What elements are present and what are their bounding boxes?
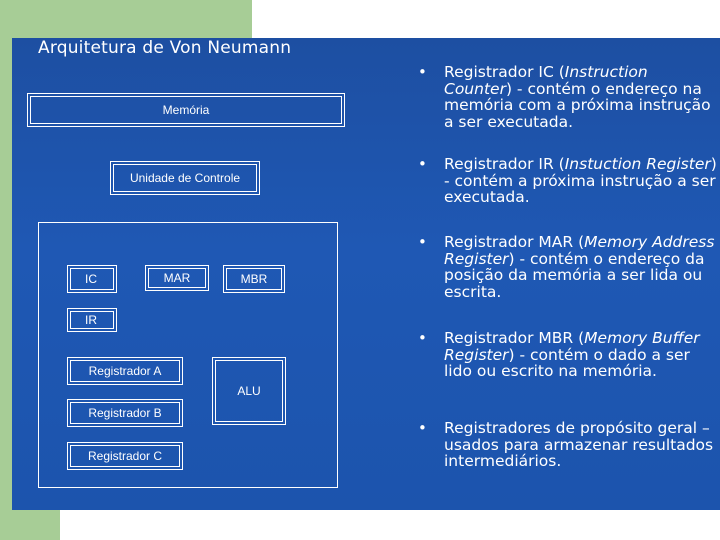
bullet-text: ) - contém o endereço da posição da memória a ser lida ou escrita. bbox=[444, 249, 705, 301]
bullet-dot-icon: • bbox=[418, 419, 427, 437]
ic-label: IC bbox=[85, 272, 97, 286]
register-c-box bbox=[70, 445, 180, 467]
ir-label: IR bbox=[85, 313, 97, 327]
slide-title: Arquitetura de Von Neumann bbox=[38, 38, 292, 58]
bullet-text: ) - contém o endereço na memória com a próxima instrução a ser executada. bbox=[444, 79, 711, 131]
mbr-label: MBR bbox=[240, 272, 268, 286]
bullet-dot-icon: • bbox=[418, 233, 427, 251]
mbr-register-box bbox=[226, 268, 282, 290]
memory-label: Memória bbox=[162, 103, 210, 117]
bullet-text: Registrador IC ( bbox=[444, 63, 565, 81]
bullet-italic-text: Memory Buffer Register bbox=[444, 329, 700, 364]
bullet-item bbox=[418, 234, 718, 300]
bullet-dot-icon: • bbox=[418, 155, 427, 173]
register-a-label: Registrador A bbox=[88, 364, 162, 378]
control-unit-label: Unidade de Controle bbox=[129, 171, 241, 185]
bullet-text: ) - contém o dado a ser lido ou escrito na memória. bbox=[444, 345, 690, 380]
bullet-text: Registrador MAR ( bbox=[444, 233, 585, 251]
bullet-text: Registrador MBR ( bbox=[444, 329, 585, 347]
bullet-italic-text: Memory Address Register bbox=[444, 233, 715, 268]
bullet-item bbox=[418, 420, 718, 470]
alu-box bbox=[215, 360, 283, 422]
bullet-italic-text: Instuction Register bbox=[564, 155, 711, 173]
memory-box bbox=[30, 96, 342, 124]
bullet-dot-icon: • bbox=[418, 63, 427, 81]
bullet-text: Registrador IR ( bbox=[444, 155, 565, 173]
mar-label: MAR bbox=[163, 271, 191, 285]
register-a-box bbox=[70, 360, 180, 382]
bullet-text: Registradores de propósito geral – usados para armazenar resultados intermediários. bbox=[444, 419, 714, 470]
bullet-item bbox=[418, 156, 718, 206]
bullet-text: ) - contém a próxima instrução a ser executada. bbox=[444, 155, 717, 206]
register-c-label: Registrador C bbox=[87, 449, 163, 463]
bullet-item bbox=[418, 330, 718, 380]
ic-register-box bbox=[70, 268, 114, 290]
decorative-green-strip-top bbox=[0, 0, 252, 40]
ir-register-box bbox=[70, 311, 114, 329]
mar-register-box bbox=[148, 268, 206, 288]
bullet-dot-icon: • bbox=[418, 329, 427, 347]
bullet-italic-text: Instruction Counter bbox=[444, 63, 648, 98]
register-b-label: Registrador B bbox=[88, 406, 162, 420]
bullet-item bbox=[418, 64, 718, 130]
register-b-box bbox=[70, 402, 180, 424]
alu-label: ALU bbox=[237, 384, 261, 398]
control-unit-box bbox=[113, 164, 257, 192]
